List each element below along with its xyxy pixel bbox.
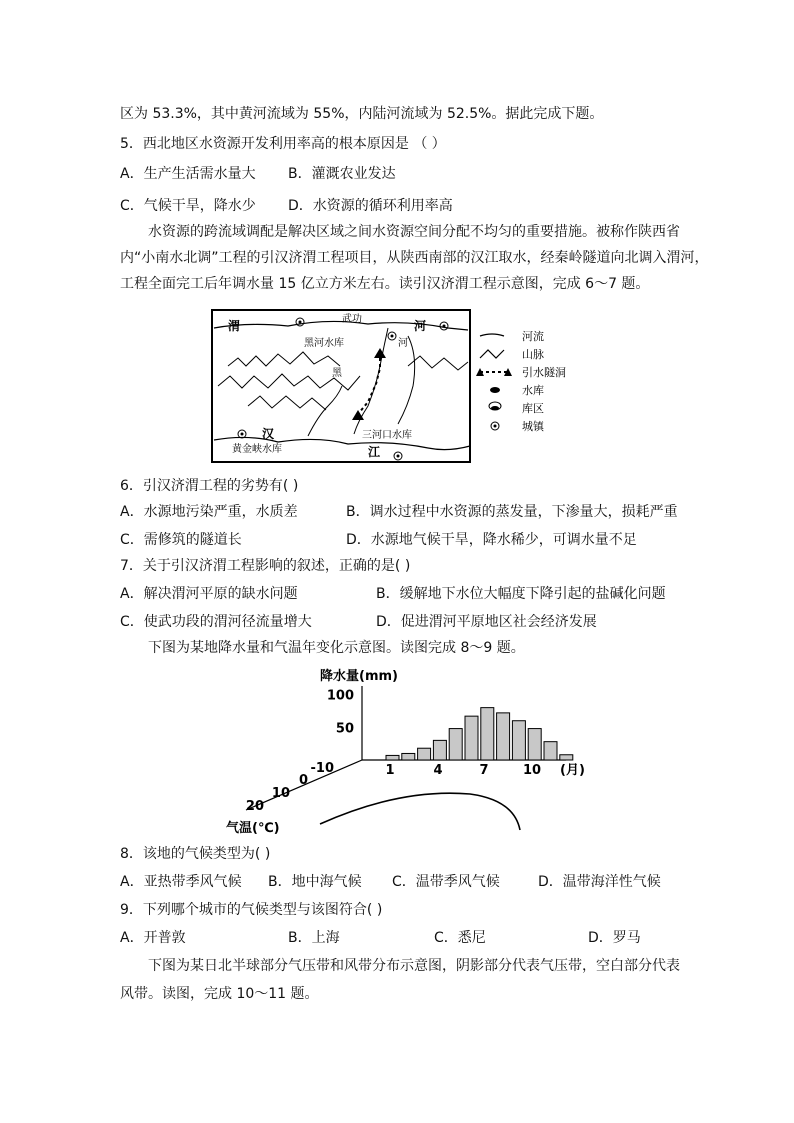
map-label-wei: 渭 bbox=[228, 319, 241, 333]
q7-option-a: A．解决渭河平原的缺水问题 bbox=[120, 586, 298, 602]
q7-option-b: B．缓解地下水位大幅度下降引起的盐碱化问题 bbox=[376, 586, 666, 602]
precip-bar-month-3 bbox=[418, 748, 431, 760]
q8-option-b: B．地中海气候 bbox=[268, 874, 362, 890]
precip-bar-month-5 bbox=[449, 729, 462, 760]
chart-temp-label: 气温(℃) bbox=[226, 821, 280, 836]
map-label-jiang: 江 bbox=[368, 445, 381, 459]
chart-xtick-1: 1 bbox=[385, 763, 395, 778]
q7-stem: 7．关于引汉济渭工程影响的叙述，正确的是( ) bbox=[120, 558, 411, 574]
q7-option-c: C．使武功段的渭河径流量增大 bbox=[120, 614, 312, 630]
precip-bar-month-8 bbox=[497, 713, 510, 760]
q5-option-b: B．灌溉农业发达 bbox=[288, 166, 396, 182]
map-label-huangjinxia: 黄金峡水库 bbox=[232, 444, 282, 455]
precip-bar-month-7 bbox=[481, 708, 494, 760]
precip-bar-month-10 bbox=[528, 729, 541, 760]
chart-xlabel: (月) bbox=[560, 763, 585, 778]
chart-ylabel: 降水量(mm) bbox=[320, 669, 398, 684]
yinhan-jiwei-map bbox=[208, 306, 628, 466]
q6-option-a: A．水源地污染严重，水质差 bbox=[120, 504, 298, 520]
intro-line: 区为 53.3%，其中黄河流域为 55%，内陆河流域为 52.5%。据此完成下题。 bbox=[120, 106, 604, 122]
passage-water-line-1: 水资源的跨流域调配是解决区域之间水资源空间分配不均匀的重要措施。被称作陕西省 bbox=[148, 224, 680, 240]
passage-wind-line-2: 风带。读图，完成 10～11 题。 bbox=[120, 986, 319, 1002]
q6-stem: 6．引汉济渭工程的劣势有( ) bbox=[120, 478, 299, 494]
precip-bar-month-9 bbox=[512, 721, 525, 760]
legend-label-tunnel: 引水隧洞 bbox=[522, 366, 566, 379]
q5-option-a: A．生产生活需水量大 bbox=[120, 166, 256, 182]
legend-river-icon bbox=[480, 334, 504, 336]
precip-bar-month-1 bbox=[386, 755, 399, 760]
map-label-wugong: 武功 bbox=[342, 314, 362, 325]
passage-water-line-2: 内“小南水北调”工程的引汉济渭工程项目，从陕西南部的汉江取水，经秦岭隧道向北调入渭河， bbox=[120, 250, 709, 266]
chart-xtick-10: 10 bbox=[522, 763, 542, 778]
q7-option-d: D．促进渭河平原地区社会经济发展 bbox=[376, 614, 597, 630]
map-label-he2: 河 bbox=[398, 338, 408, 349]
legend-mountain-icon bbox=[480, 350, 504, 358]
q9-option-c: C．悉尼 bbox=[434, 930, 486, 946]
precip-bar-month-6 bbox=[465, 716, 478, 760]
legend-label-mountain: 山脉 bbox=[522, 348, 544, 361]
chart-temp-tick-neg10: -10 bbox=[310, 761, 334, 776]
map-label-han: 汉 bbox=[262, 427, 275, 441]
q8-stem: 8．该地的气候类型为( ) bbox=[120, 846, 271, 862]
precip-bar-month-12 bbox=[560, 755, 573, 760]
map-label-he: 河 bbox=[414, 319, 427, 333]
legend-label-town: 城镇 bbox=[522, 420, 544, 433]
q9-option-b: B．上海 bbox=[288, 930, 340, 946]
legend-label-reservoir: 水库 bbox=[522, 384, 544, 397]
q9-option-a: A．开普敦 bbox=[120, 930, 186, 946]
q6-option-d: D．水源地气候干旱，降水稀少，可调水量不足 bbox=[346, 532, 637, 548]
map-label-hei: 黑 bbox=[332, 368, 342, 379]
passage-wind-line-1: 下图为某日北半球部分气压带和风带分布示意图，阴影部分代表气压带，空白部分代表 bbox=[148, 958, 680, 974]
legend-label-river: 河流 bbox=[522, 330, 544, 343]
q6-option-c: C．需修筑的隧道长 bbox=[120, 532, 242, 548]
q9-option-d: D．罗马 bbox=[588, 930, 641, 946]
q8-option-a: A．亚热带季风气候 bbox=[120, 874, 242, 890]
precip-bar-month-4 bbox=[433, 740, 446, 760]
chart-ytick-100: 100 bbox=[326, 688, 354, 704]
map-frame bbox=[212, 310, 470, 462]
precip-bar-month-11 bbox=[544, 742, 557, 760]
legend-label-reservoir-area: 库区 bbox=[522, 402, 544, 415]
map-label-heihe-reservoir: 黑河水库 bbox=[304, 338, 344, 349]
chart-xtick-4: 4 bbox=[433, 763, 443, 778]
map-label-sanhekou: 三河口水库 bbox=[362, 430, 412, 441]
q9-stem: 9．下列哪个城市的气候类型与该图符合( ) bbox=[120, 902, 383, 918]
passage-water-line-3: 工程全面完工后年调水量 15 亿立方米左右。读引汉济渭工程示意图，完成 6～7 题。 bbox=[120, 276, 650, 292]
map-legend bbox=[476, 329, 566, 433]
q8-option-d: D．温带海洋性气候 bbox=[538, 874, 661, 890]
q5-option-d: D．水资源的循环利用率高 bbox=[288, 198, 453, 214]
climate-chart bbox=[220, 664, 620, 840]
chart-xtick-7: 7 bbox=[479, 763, 489, 778]
q5-option-c: C．气候干旱，降水少 bbox=[120, 198, 256, 214]
chart-temp-tick-0: 0 bbox=[298, 773, 308, 788]
passage-climate: 下图为某地降水量和气温年变化示意图。读图完成 8～9 题。 bbox=[148, 640, 525, 656]
chart-ytick-50: 50 bbox=[335, 721, 354, 737]
chart-temp-tick-10: 10 bbox=[271, 786, 290, 801]
precip-bar-month-2 bbox=[402, 753, 415, 760]
temperature-curve bbox=[320, 793, 520, 830]
chart-temp-tick-20: 20 bbox=[245, 799, 264, 814]
q6-option-b: B．调水过程中水资源的蒸发量，下渗量大，损耗严重 bbox=[346, 504, 678, 520]
q8-option-c: C．温带季风气候 bbox=[392, 874, 500, 890]
legend-reservoir-icon bbox=[490, 387, 500, 393]
q5-stem: 5．西北地区水资源开发利用率高的根本原因是 （ ） bbox=[120, 136, 446, 152]
